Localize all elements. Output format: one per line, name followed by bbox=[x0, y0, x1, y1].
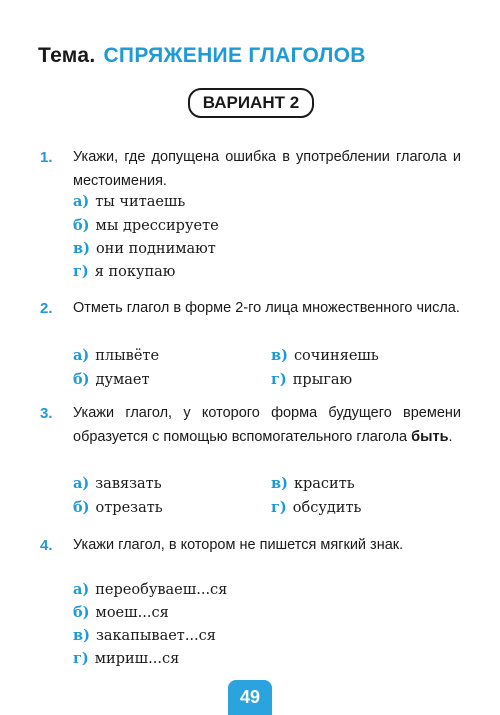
option-text: ты читаешь bbox=[95, 194, 186, 210]
option-letter: б) bbox=[73, 604, 90, 621]
question-text bbox=[73, 401, 461, 449]
option-g[interactable] bbox=[271, 499, 361, 516]
option-letter: б) bbox=[73, 371, 90, 388]
option-a[interactable] bbox=[73, 347, 159, 364]
variant-badge: ВАРИАНТ 2 bbox=[188, 88, 314, 118]
question-text: Укажи глагол, в котором не пишется мягкий знак. bbox=[73, 537, 404, 553]
option-text: мириш...ся bbox=[94, 651, 180, 667]
option-b[interactable] bbox=[73, 499, 163, 516]
option-text: отрезать bbox=[95, 500, 163, 516]
option-v[interactable] bbox=[271, 347, 379, 364]
topic-header bbox=[38, 44, 366, 68]
option-a[interactable] bbox=[73, 193, 185, 210]
question-text: Укажи, где допущена ошибка в употреблении глагола и местоимения. bbox=[73, 149, 461, 189]
question-text: Отметь глагол в форме 2-го лица множественного числа. bbox=[73, 300, 460, 316]
option-v[interactable] bbox=[73, 240, 216, 257]
option-text: они поднимают bbox=[95, 241, 216, 257]
option-text: плывёте bbox=[95, 348, 160, 364]
option-g[interactable] bbox=[271, 371, 352, 388]
question-number: 4. bbox=[40, 537, 53, 554]
question-number: 1. bbox=[40, 149, 53, 166]
question-text-main: Укажи глагол, у которого форма будущего времени образуется с помощью вспомогательного глагола bbox=[73, 405, 461, 445]
option-letter: в) bbox=[271, 475, 288, 492]
topic-label: Тема. bbox=[38, 44, 96, 67]
question-text-emphasis: быть bbox=[411, 429, 449, 445]
option-b[interactable] bbox=[73, 217, 219, 234]
option-text: обсудить bbox=[292, 500, 362, 516]
option-g[interactable] bbox=[73, 650, 179, 667]
topic-title: СПРЯЖЕНИЕ ГЛАГОЛОВ bbox=[103, 44, 366, 67]
option-letter: г) bbox=[73, 650, 89, 667]
option-letter: а) bbox=[73, 475, 90, 492]
option-text: красить bbox=[293, 476, 355, 492]
option-letter: а) bbox=[73, 347, 90, 364]
option-letter: г) bbox=[271, 499, 287, 516]
option-text: сочиняешь bbox=[293, 348, 379, 364]
option-text: завязать bbox=[95, 476, 162, 492]
option-letter: а) bbox=[73, 193, 90, 210]
option-text: закапывает...ся bbox=[95, 628, 216, 644]
option-text: прыгаю bbox=[292, 372, 353, 388]
question-number: 2. bbox=[40, 300, 53, 317]
option-g[interactable] bbox=[73, 263, 175, 280]
page-number: 49 bbox=[228, 680, 272, 715]
option-a[interactable] bbox=[73, 475, 162, 492]
option-letter: в) bbox=[271, 347, 288, 364]
option-text: думает bbox=[95, 372, 150, 388]
option-letter: в) bbox=[73, 627, 90, 644]
question-text-end: . bbox=[448, 429, 453, 445]
option-text: мы дрессируете bbox=[95, 218, 219, 234]
option-letter: б) bbox=[73, 499, 90, 516]
option-v[interactable] bbox=[271, 475, 355, 492]
option-v[interactable] bbox=[73, 627, 216, 644]
option-letter: г) bbox=[271, 371, 287, 388]
option-b[interactable] bbox=[73, 371, 150, 388]
option-letter: в) bbox=[73, 240, 90, 257]
option-a[interactable] bbox=[73, 581, 227, 598]
option-text: я покупаю bbox=[94, 264, 176, 280]
option-letter: б) bbox=[73, 217, 90, 234]
option-text: переобуваеш...ся bbox=[95, 582, 228, 598]
option-b[interactable] bbox=[73, 604, 169, 621]
question-number: 3. bbox=[40, 405, 53, 422]
option-letter: г) bbox=[73, 263, 89, 280]
option-text: моеш...ся bbox=[95, 605, 169, 621]
option-letter: а) bbox=[73, 581, 90, 598]
